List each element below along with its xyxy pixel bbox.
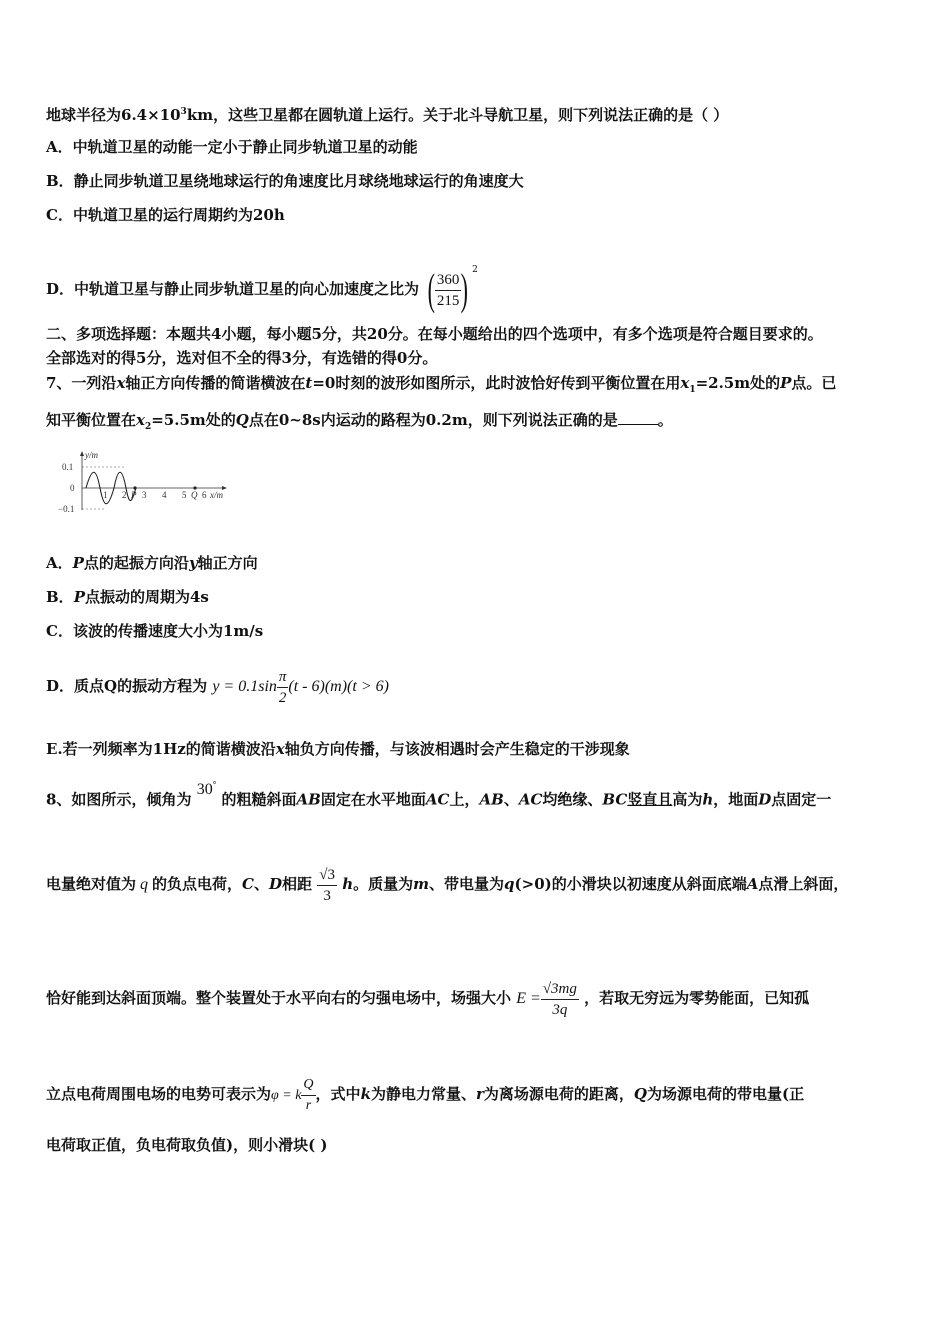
x-tick-4: 4: [162, 490, 167, 500]
point-p-label: P: [131, 490, 137, 500]
q8-stem-line1: 8、如图所示，倾角为 30° 的粗糙斜面AB固定在水平地面AC上，AB、AC均绝缘、BC竖直且高为h，地面D点固定一: [46, 780, 832, 809]
x-tick-6: 6: [202, 490, 207, 500]
q6-option-d: D．中轨道卫星与静止同步轨道卫星的向心加速度之比为 ( $\frac{360}{215}$ ) $^2$: [46, 265, 478, 314]
point-q-label: Q: [191, 490, 198, 500]
x-axis-label: x/m: [210, 490, 223, 500]
q7-option-a: A．P点的起振方向沿y轴正方向: [46, 554, 258, 572]
q7-option-b: B．P点振动的周期为4s: [46, 588, 209, 606]
y-tick-neg0.1: −0.1: [58, 504, 75, 514]
field-strength-fraction: $\frac{√3mg}{3q}$: [542, 980, 577, 1018]
y-tick-0.1: 0.1: [62, 462, 74, 472]
q7-stem-line1: 7、一列沿x轴正方向传播的简谐横波在t=0时刻的波形如图所示，此时波恰好传到平衡位置在用$x_1=2.5m$处的P点。已: [46, 374, 837, 395]
y-axis-label: y/m: [85, 450, 98, 460]
y-tick-0: 0: [70, 483, 75, 493]
q7-stem-line2: 知平衡位置在$x_2=5.5m$处的Q点在0~8s内运动的路程为0.2m，则下列说法正确的是 。: [46, 411, 673, 432]
q7-option-d: D．质点Q的振动方程为 y = 0.1sin $\frac{\pi}{2}$ (t - 6)(m)(t > 6): [46, 668, 389, 706]
x-tick-2: 2: [122, 490, 127, 500]
wave-graph: [56, 448, 236, 516]
q7-option-c: C．该波的传播速度大小为1m/s: [46, 622, 264, 640]
q6-stem: 地球半径为$6.4\times 10^3km$，这些卫星都在圆轨道上运行。关于北斗导航卫星，则下列说法正确的是（ ）: [46, 106, 729, 124]
distance-fraction: $\frac{√3}{3}$: [319, 866, 335, 904]
phase-fraction: $\frac{\pi}{2}$: [278, 668, 287, 706]
q7-option-e: E.若一列频率为1Hz的简谐横波沿x轴负方向传播，与该波相遇时会产生稳定的干涉现象: [46, 740, 630, 758]
ratio-fraction: $\frac{360}{215}$: [436, 271, 460, 309]
answer-blank[interactable]: [618, 410, 658, 425]
left-paren: (: [427, 265, 436, 314]
y-axis-arrow: [80, 451, 84, 456]
q8-stem-line4: 立点电荷周围电场的电势可表示为φ = k $\frac{Q}{r}$ ，式中k为静电力常量、r为离场源电荷的距离，Q为场源电荷的带电量(正: [46, 1072, 910, 1118]
right-paren: ): [461, 265, 469, 314]
potential-fraction: $\frac{Q}{r}$: [303, 1076, 314, 1113]
q6-option-c: C．中轨道卫星的运行周期约为20h: [46, 206, 285, 224]
x-tick-1: 1: [103, 490, 108, 500]
angle-value: 30°: [196, 780, 217, 799]
x-tick-5: 5: [182, 490, 187, 500]
q6-option-a: A．中轨道卫星的动能一定小于静止同步轨道卫星的动能: [46, 138, 418, 156]
q8-stem-line2: 电量绝对值为 q 的负点电荷，C、D相距 $\frac{√3}{3}$ h。质量为m、带电量为q(>0)的小滑块以初速度从斜面底端A点滑上斜面，: [46, 866, 849, 904]
section2-line1: 二、多项选择题：本题共4小题，每小题5分，共20分。在每小题给出的四个选项中，有多个选项是符合题目要求的。: [46, 325, 823, 343]
q8-stem-line3: 恰好能到达斜面顶端。整个装置处于水平向右的匀强电场中，场强大小 E = $\frac{√3mg}{3q}$ ，若取无穷远为零势能面，已知孤: [46, 980, 810, 1018]
q6-option-b: B．静止同步轨道卫星绕地球运行的角速度比月球绕地球运行的角速度大: [46, 172, 524, 190]
q8-stem-line5: 电荷取正值，负电荷取负值)，则小滑块( ): [46, 1136, 328, 1154]
x-tick-3: 3: [142, 490, 147, 500]
section2-line2: 全部选对的得5分，选对但不全的得3分，有选错的得0分。: [46, 349, 438, 367]
